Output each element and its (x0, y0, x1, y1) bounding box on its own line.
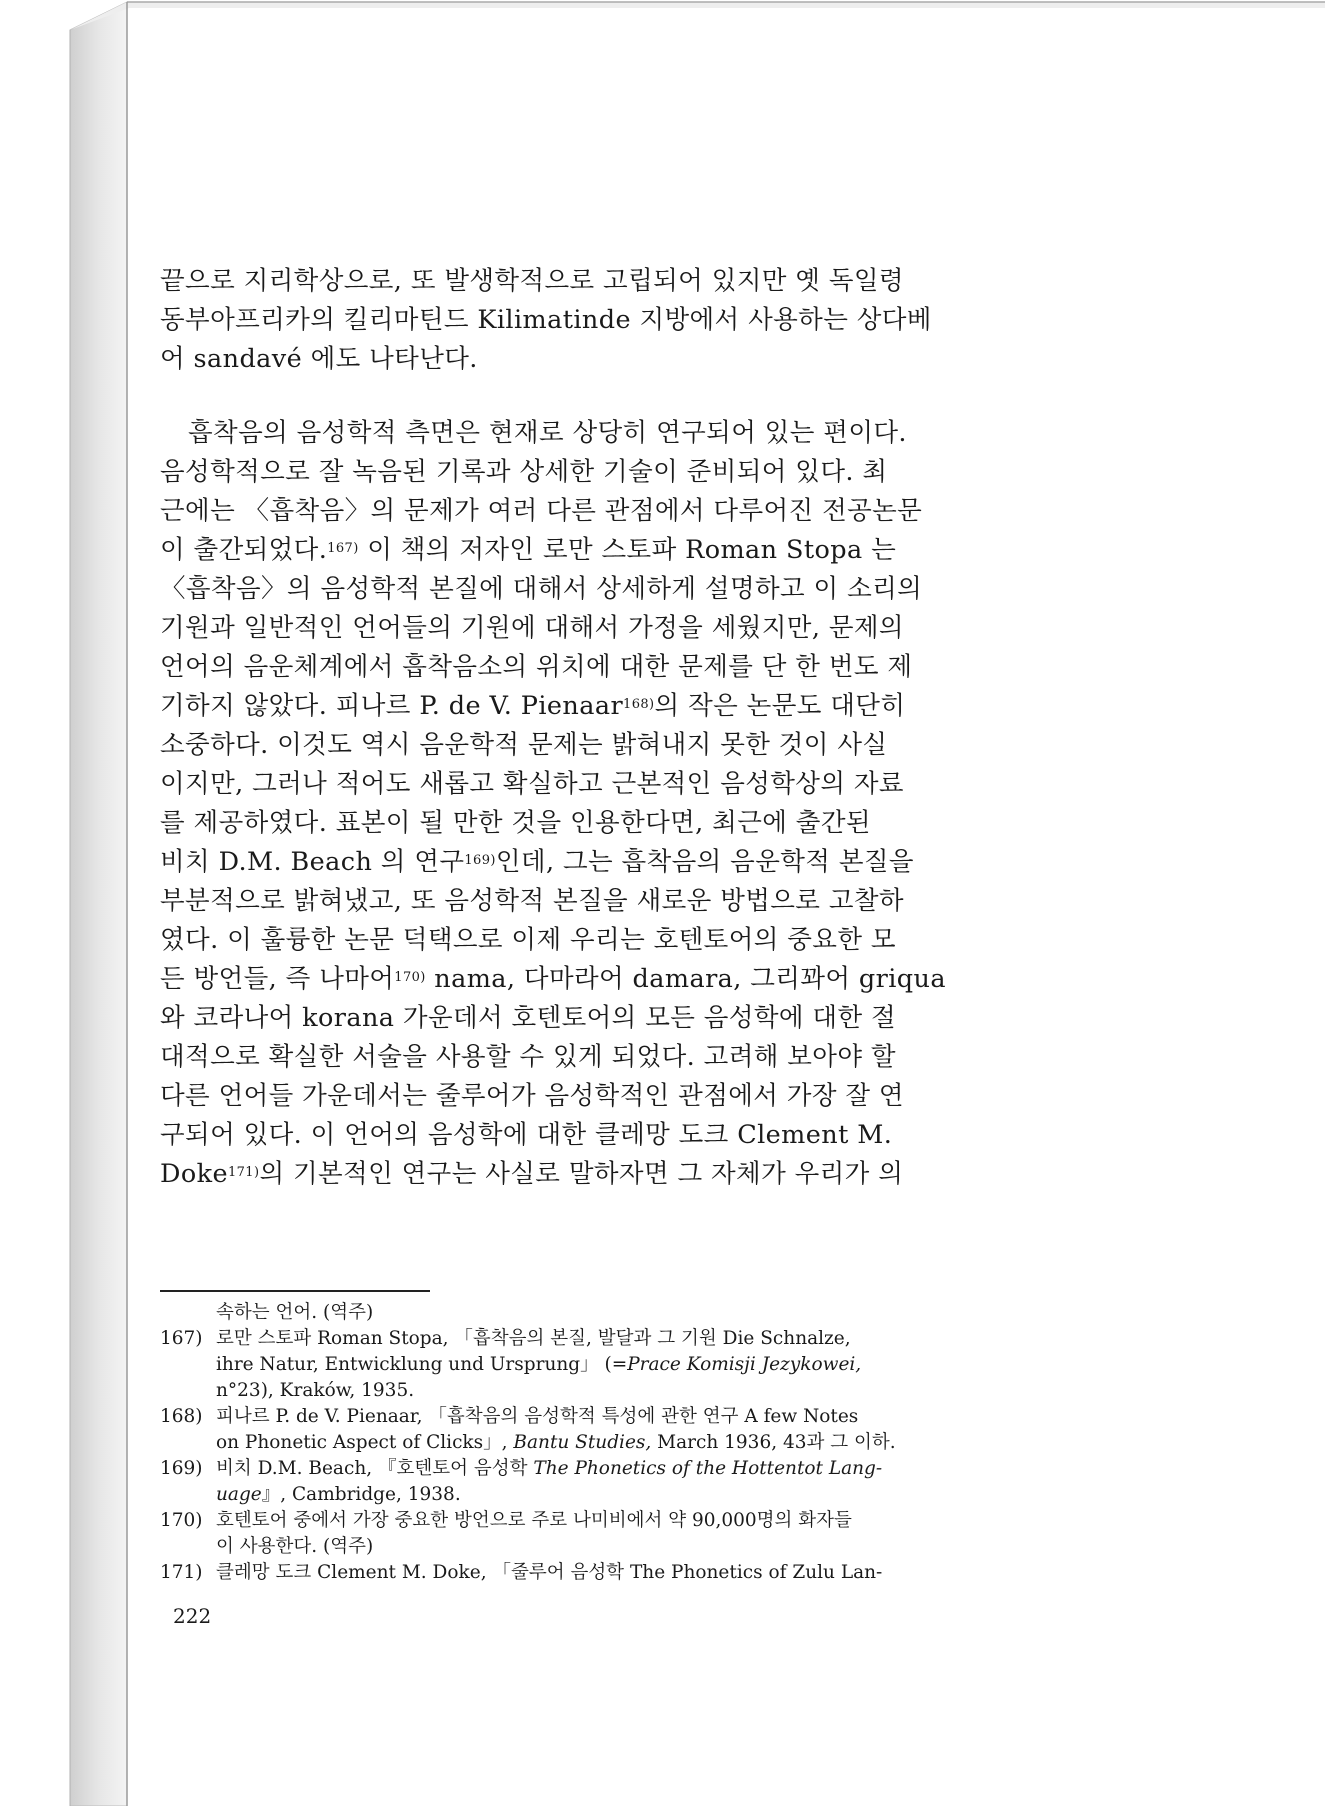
text-line: 소중하다. 이것도 역시 음운학적 문제는 밝혀내지 못한 것이 사실 (160, 730, 888, 760)
text-line (160, 531, 1120, 570)
footnote-italic: uage (216, 1484, 262, 1505)
text-segment: 의 작은 논문도 대단히 (654, 691, 906, 721)
text-line: 부분적으로 밝혀냈고, 또 음성학적 본질을 새로운 방법으로 고찰하 (160, 886, 904, 916)
text-line: 대적으로 확실한 서술을 사용할 수 있게 되었다. 고려해 보아야 할 (160, 1042, 896, 1072)
text-segment: 든 방언들, 즉 나마어 (160, 964, 395, 994)
text-segment: 비치 D.M. Beach 의 연구 (160, 847, 465, 877)
text-line: 를 제공하였다. 표본이 될 만한 것을 인용한다면, 최근에 출간된 (160, 808, 871, 838)
footnote-text: 호텐토어 중에서 가장 중요한 방언으로 주로 나미비에서 약 90,000명의 화자들 (216, 1510, 852, 1531)
footnote-text: 비치 D.M. Beach, 『호텐토어 음성학 (216, 1458, 534, 1479)
footnote-169 (160, 1456, 1120, 1482)
text-line: 구되어 있다. 이 언어의 음성학에 대한 클레망 도크 Clement M. (160, 1120, 893, 1150)
text-line: 였다. 이 훌륭한 논문 덕택으로 이제 우리는 호텐토어의 중요한 모 (160, 925, 896, 955)
text-line: 〈흡착음〉의 음성학적 본질에 대해서 상세하게 설명하고 이 소리의 (160, 574, 923, 604)
text-segment: 의 기본적인 연구는 사실로 말하자면 그 자체가 우리가 의 (259, 1159, 904, 1189)
footnote-text: ihre Natur, Entwicklung und Ursprung」 (= (216, 1354, 628, 1375)
footnote-ref-171: 171) (227, 1165, 260, 1180)
footnote-text: on Phonetic Aspect of Clicks」, (216, 1432, 514, 1453)
footnote-text: 클레망 도크 Clement M. Doke, 「줄루어 음성학 The Phonetics of Zulu Lan- (216, 1562, 883, 1583)
text-line: 어 sandavé 에도 나타난다. (160, 344, 478, 374)
footnote-number: 169) (160, 1458, 203, 1479)
text-line: 동부아프리카의 킬리마틴드 Kilimatinde 지방에서 사용하는 상다베 (160, 305, 932, 335)
footnote-text: 피나르 P. de V. Pienaar, 「흡착음의 음성학적 특성에 관한 연구 A few Notes (216, 1406, 859, 1427)
footnote-rule (160, 1290, 430, 1292)
footnote-italic: The Phonetics of the Hottentot Lang- (533, 1458, 883, 1479)
text-segment: nama, 다마라어 damara, 그리꽈어 griqua (425, 964, 946, 994)
text-line: 음성학적으로 잘 녹음된 기록과 상세한 기술이 준비되어 있다. 최 (160, 457, 888, 487)
footnote-text: 로만 스토파 Roman Stopa, 「흡착음의 본질, 발달과 그 기원 Die Schnalze, (216, 1328, 851, 1349)
footnote-italic: Bantu Studies, (513, 1432, 652, 1453)
footnote-170-line: 이 사용한다. (역주) (216, 1536, 374, 1557)
page-number: 222 (173, 1604, 212, 1628)
footnote-167-line (160, 1352, 1120, 1378)
footnote-text: March 1936, 43과 그 이하. (651, 1432, 896, 1453)
footnote-number: 171) (160, 1562, 203, 1583)
footnote-text: 』, Cambridge, 1938. (261, 1484, 461, 1505)
text-line (160, 960, 1120, 999)
text-line: 근에는 〈흡착음〉의 문제가 여러 다른 관점에서 다루어진 전공논문 (160, 496, 923, 526)
text-line: 다른 언어들 가운데서는 줄루어가 음성학적인 관점에서 가장 잘 연 (160, 1081, 904, 1111)
footnote-ref-170: 170) (394, 970, 426, 985)
text-line: 끝으로 지리학상으로, 또 발생학적으로 고립되어 있지만 옛 독일령 (160, 266, 904, 296)
text-line: 이지만, 그러나 적어도 새롭고 확실하고 근본적인 음성학상의 자료 (160, 769, 904, 799)
footnotes (160, 1300, 1120, 1586)
text-segment: Doke (160, 1159, 228, 1189)
footnote-ref-168: 168) (623, 697, 655, 712)
footnote-number: 170) (160, 1510, 203, 1531)
text-line: 기원과 일반적인 언어들의 기원에 대해서 가정을 세웠지만, 문제의 (160, 613, 904, 643)
text-segment: 이 출간되었다. (160, 535, 328, 565)
text-line: 흡착음의 음성학적 측면은 현재로 상당히 연구되어 있는 편이다. (188, 418, 907, 448)
footnote-continuation: 속하는 언어. (역주) (216, 1302, 374, 1323)
text-line: 와 코라나어 korana 가운데서 호텐토어의 모든 음성학에 대한 절 (160, 1003, 897, 1033)
footnote-ref-169: 169) (464, 853, 496, 868)
text-segment: 기하지 않았다. 피나르 P. de V. Pienaar (160, 691, 624, 721)
footnote-number: 167) (160, 1328, 203, 1349)
text-line (160, 687, 1120, 726)
text-line (160, 843, 1120, 882)
main-text (160, 262, 1120, 1194)
footnote-number: 168) (160, 1406, 203, 1427)
footnote-ref-167: 167) (327, 541, 359, 556)
footnote-170 (160, 1508, 1120, 1534)
footnote-168 (160, 1404, 1120, 1430)
footnote-167-line: n°23), Kraków, 1935. (216, 1380, 415, 1401)
footnote-167 (160, 1326, 1120, 1352)
footnote-171 (160, 1560, 1120, 1586)
text-segment: 이 책의 저자인 로만 스토파 Roman Stopa 는 (358, 535, 897, 565)
text-segment: 인데, 그는 흡착음의 음운학적 본질을 (495, 847, 914, 877)
footnote-italic: Prace Komisji Jezykowei, (627, 1354, 862, 1375)
text-line (160, 1155, 1120, 1194)
text-line: 언어의 음운체계에서 흡착음소의 위치에 대한 문제를 단 한 번도 제 (160, 652, 913, 682)
footnote-168-line (160, 1430, 1120, 1456)
footnote-169-line (160, 1482, 1120, 1508)
